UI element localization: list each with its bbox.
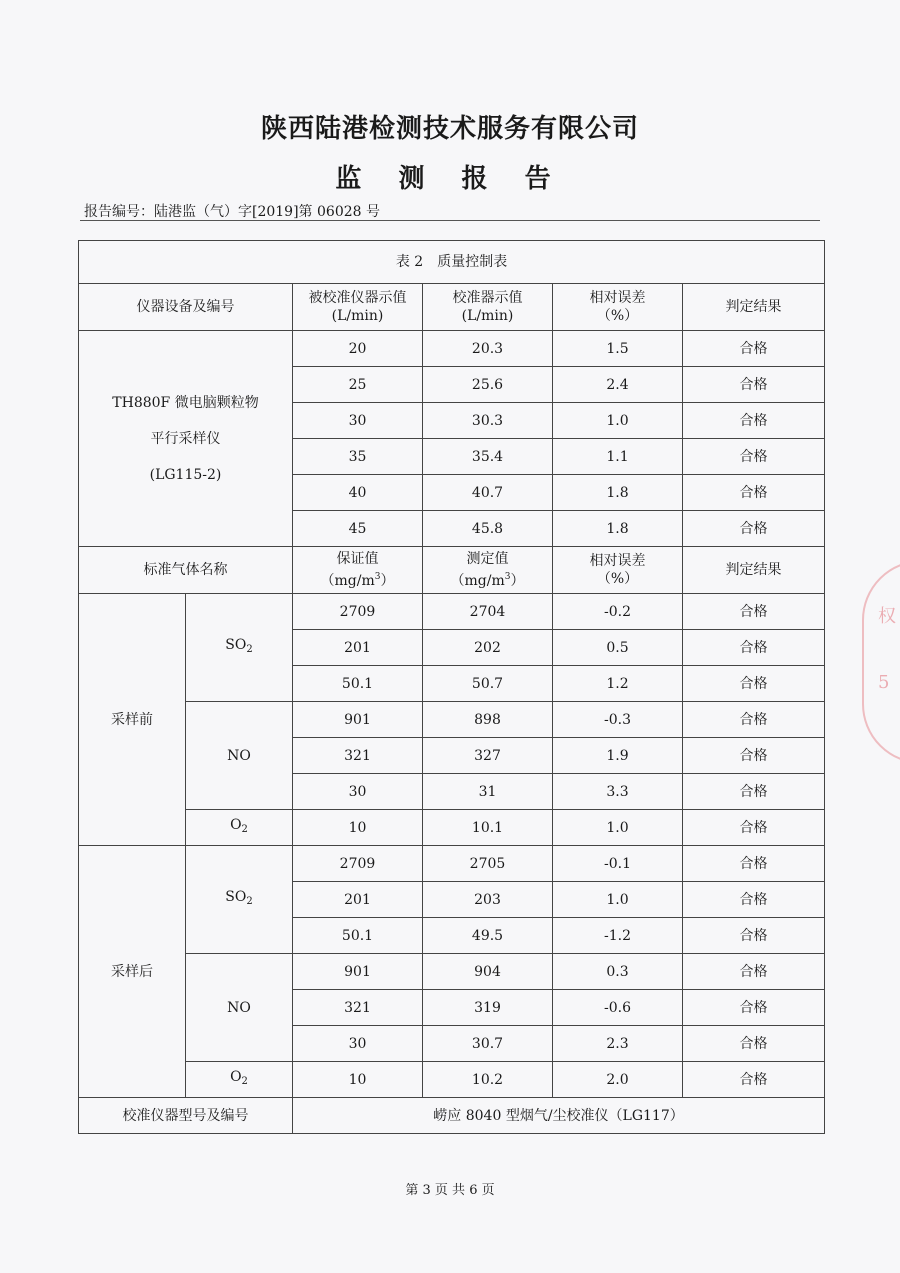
cell-result: 合格 <box>683 1062 825 1098</box>
table-row <box>79 954 825 990</box>
header-measured-value <box>423 547 553 594</box>
cell-value: 0.5 <box>553 630 683 666</box>
cell-value: 45 <box>293 511 423 547</box>
table-title-row <box>79 241 825 284</box>
cell-value: -1.2 <box>553 918 683 954</box>
cell-value: 898 <box>423 702 553 738</box>
table-row <box>79 1062 825 1098</box>
cell-value: 2.0 <box>553 1062 683 1098</box>
instrument-name-cell <box>79 331 293 547</box>
cell-value: 30 <box>293 403 423 439</box>
cell-result: 合格 <box>683 403 825 439</box>
cell-value: 901 <box>293 954 423 990</box>
gas-o2 <box>186 1062 293 1098</box>
cell-value: 904 <box>423 954 553 990</box>
cell-value: 31 <box>423 774 553 810</box>
header-unit: （%） <box>596 571 639 587</box>
gas-subscript: 2 <box>246 896 253 907</box>
cell-value: 202 <box>423 630 553 666</box>
header-unit-sup: 3 <box>504 572 511 582</box>
header-line: 被校准仪器示值 <box>308 290 407 306</box>
cell-value: 327 <box>423 738 553 774</box>
phase-label-before: 采样前 <box>79 594 186 846</box>
cell-value: 2.3 <box>553 1026 683 1062</box>
cell-value: 10 <box>293 1062 423 1098</box>
cell-result: 合格 <box>683 511 825 547</box>
quality-control-table <box>78 240 825 1134</box>
cell-value: 1.0 <box>553 403 683 439</box>
header-relative-error <box>553 284 683 331</box>
cell-value: 20.3 <box>423 331 553 367</box>
cell-result: 合格 <box>683 882 825 918</box>
gas-subscript: 2 <box>246 644 253 655</box>
cell-value: 1.0 <box>553 810 683 846</box>
cell-result: 合格 <box>683 331 825 367</box>
table-row <box>79 331 825 367</box>
instrument-line: (LG115-2) <box>149 466 222 483</box>
cell-value: 1.5 <box>553 331 683 367</box>
cell-value: 45.8 <box>423 511 553 547</box>
cell-value: 50.1 <box>293 918 423 954</box>
cell-result: 合格 <box>683 738 825 774</box>
gas-subscript: 2 <box>241 824 248 835</box>
cell-value: 30.3 <box>423 403 553 439</box>
header-line: 相对误差 <box>589 553 646 569</box>
cell-value: 10.1 <box>423 810 553 846</box>
table-row <box>79 810 825 846</box>
header-result: 判定结果 <box>683 284 825 331</box>
cell-value: 2705 <box>423 846 553 882</box>
cell-result: 合格 <box>683 666 825 702</box>
cell-value: 2709 <box>293 846 423 882</box>
header-unit: （mg/m <box>320 573 375 589</box>
cell-result: 合格 <box>683 810 825 846</box>
cell-value: -0.6 <box>553 990 683 1026</box>
instrument-line: TH880F 微电脑颗粒物 <box>112 394 259 411</box>
cell-value: 0.3 <box>553 954 683 990</box>
gas-no: NO <box>186 954 293 1062</box>
gas-symbol: SO <box>225 889 247 905</box>
document-title: 监 测 报 告 <box>335 164 565 194</box>
cell-value: 10 <box>293 810 423 846</box>
header-line: 校准器示值 <box>452 290 523 306</box>
header-unit: （%） <box>596 308 639 324</box>
header-row-instrument <box>79 284 825 331</box>
cell-result: 合格 <box>683 918 825 954</box>
cell-value: 1.8 <box>553 511 683 547</box>
header-instrument-reading <box>293 284 423 331</box>
cell-result: 合格 <box>683 954 825 990</box>
cell-value: 2.4 <box>553 367 683 403</box>
cell-value: 30.7 <box>423 1026 553 1062</box>
cell-result: 合格 <box>683 594 825 630</box>
cell-value: 201 <box>293 882 423 918</box>
cell-result: 合格 <box>683 367 825 403</box>
gas-subscript: 2 <box>241 1076 248 1087</box>
cell-value: 2709 <box>293 594 423 630</box>
cell-value: 1.8 <box>553 475 683 511</box>
header-line: 相对误差 <box>589 290 646 306</box>
gas-so2 <box>186 594 293 702</box>
company-name: 陕西陆港检测技术服务有限公司 <box>260 114 639 144</box>
cell-value: 1.1 <box>553 439 683 475</box>
cell-value: 1.9 <box>553 738 683 774</box>
cell-value: 201 <box>293 630 423 666</box>
header-guaranteed-value <box>293 547 423 594</box>
header-unit-close: ） <box>510 573 525 589</box>
cell-result: 合格 <box>683 1026 825 1062</box>
report-number: 报告编号：陆港监（气）字[2019]第 06028 号 <box>84 204 380 220</box>
header-unit-sup: 3 <box>374 572 381 582</box>
header-line: 测定值 <box>466 551 509 567</box>
cell-result: 合格 <box>683 475 825 511</box>
phase-label-after: 采样后 <box>79 846 186 1098</box>
cell-value: 25.6 <box>423 367 553 403</box>
cell-result: 合格 <box>683 702 825 738</box>
table-title: 表 2 质量控制表 <box>79 241 825 284</box>
cell-value: 50.7 <box>423 666 553 702</box>
page-footer: 第 3 页 共 6 页 <box>405 1183 495 1198</box>
header-calibrator-reading <box>423 284 553 331</box>
cell-value: 901 <box>293 702 423 738</box>
cell-value: 40.7 <box>423 475 553 511</box>
header-unit-close: ） <box>380 573 395 589</box>
cell-result: 合格 <box>683 990 825 1026</box>
header-relative-error <box>553 547 683 594</box>
cell-value: 1.0 <box>553 882 683 918</box>
calibrator-label: 校准仪器型号及编号 <box>79 1098 293 1134</box>
stamp-fragment: 权 <box>878 606 896 627</box>
cell-value: 1.2 <box>553 666 683 702</box>
header-unit: (L/min) <box>331 308 384 324</box>
cell-value: 20 <box>293 331 423 367</box>
gas-symbol: O <box>230 1069 242 1085</box>
gas-o2 <box>186 810 293 846</box>
cell-value: 49.5 <box>423 918 553 954</box>
cell-value: 319 <box>423 990 553 1026</box>
cell-value: 10.2 <box>423 1062 553 1098</box>
cell-result: 合格 <box>683 846 825 882</box>
header-row-gas <box>79 547 825 594</box>
cell-value: 321 <box>293 990 423 1026</box>
table-row <box>79 846 825 882</box>
header-gas-name: 标准气体名称 <box>79 547 293 594</box>
cell-value: -0.3 <box>553 702 683 738</box>
cell-value: 25 <box>293 367 423 403</box>
table-row <box>79 594 825 630</box>
cell-value: 3.3 <box>553 774 683 810</box>
cell-result: 合格 <box>683 774 825 810</box>
header-unit: (L/min) <box>461 308 514 324</box>
cell-result: 合格 <box>683 439 825 475</box>
stamp-fragment: 5 <box>878 672 890 693</box>
instrument-line: 平行采样仪 <box>150 430 221 447</box>
calibrator-value: 崂应 8040 型烟气/尘校准仪（LG117） <box>293 1098 825 1134</box>
table-row <box>79 702 825 738</box>
gas-symbol: O <box>230 817 242 833</box>
red-stamp-partial <box>862 560 900 764</box>
header-unit: （mg/m <box>450 573 505 589</box>
cell-value: 30 <box>293 1026 423 1062</box>
cell-value: 30 <box>293 774 423 810</box>
cell-value: -0.2 <box>553 594 683 630</box>
cell-value: 50.1 <box>293 666 423 702</box>
cell-value: 203 <box>423 882 553 918</box>
gas-so2 <box>186 846 293 954</box>
gas-symbol: SO <box>225 637 247 653</box>
calibrator-row <box>79 1098 825 1134</box>
header-instrument: 仪器设备及编号 <box>79 284 293 331</box>
cell-value: 321 <box>293 738 423 774</box>
cell-value: 35 <box>293 439 423 475</box>
header-result: 判定结果 <box>683 547 825 594</box>
header-divider <box>80 220 820 221</box>
cell-value: 2704 <box>423 594 553 630</box>
cell-value: 35.4 <box>423 439 553 475</box>
cell-value: -0.1 <box>553 846 683 882</box>
gas-no: NO <box>186 702 293 810</box>
header-line: 保证值 <box>336 551 379 567</box>
cell-result: 合格 <box>683 630 825 666</box>
cell-value: 40 <box>293 475 423 511</box>
